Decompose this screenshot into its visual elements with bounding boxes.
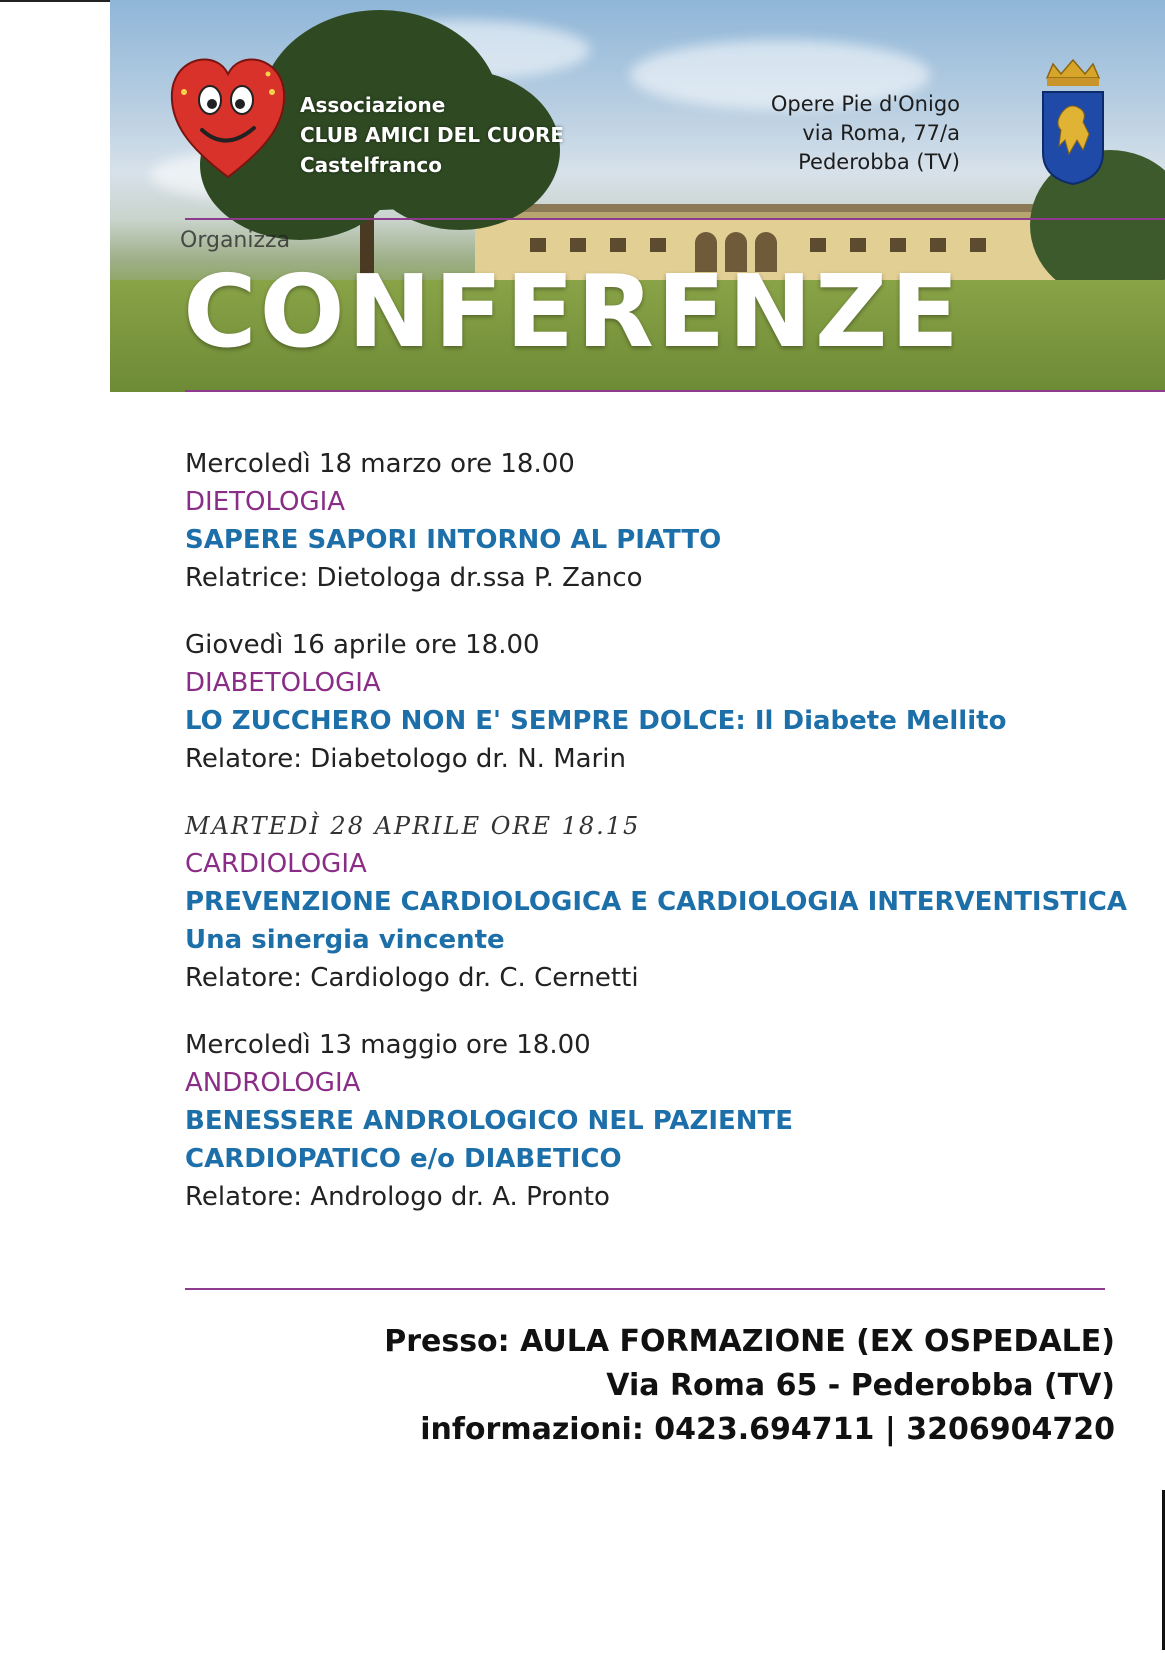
heart-mascot-icon (168, 52, 288, 182)
building-window (930, 238, 946, 252)
building-window (530, 238, 546, 252)
venue-line: via Roma, 77/a (802, 121, 960, 145)
building-window (810, 238, 826, 252)
event-title: LO ZUCCHERO NON E' SEMPRE DOLCE: Il Diabete Mellito (185, 706, 1007, 736)
event-subtitle: CARDIOPATICO e/o DIABETICO (185, 1144, 622, 1174)
page-title: CONFERENZE (183, 253, 962, 370)
building-window (970, 238, 986, 252)
footer-location: Presso: AULA FORMAZIONE (EX OSPEDALE) (384, 1324, 1115, 1359)
organizer-label: Organizza (180, 228, 291, 253)
building-window (610, 238, 626, 252)
association-line: CLUB AMICI DEL CUORE (300, 123, 565, 147)
event-date: Giovedì 16 aprile ore 18.00 (185, 630, 540, 660)
association-line: Castelfranco (300, 153, 442, 177)
event-item (185, 626, 1135, 778)
event-title: SAPERE SAPORI INTORNO AL PIATTO (185, 525, 722, 555)
event-title: BENESSERE ANDROLOGICO NEL PAZIENTE (185, 1106, 794, 1136)
building-window (570, 238, 586, 252)
event-item (185, 445, 1135, 597)
event-category: DIETOLOGIA (185, 487, 346, 517)
venue-line: Opere Pie d'Onigo (770, 92, 960, 116)
event-date-handwritten: MARTEDÌ 28 APRILE ORE 18.15 (185, 812, 641, 840)
event-item (185, 807, 1135, 997)
footer-divider (185, 1288, 1105, 1290)
event-title: PREVENZIONE CARDIOLOGICA E CARDIOLOGIA INTERVENTISTICA (185, 887, 1127, 917)
event-list (185, 445, 1135, 1245)
event-category: ANDROLOGIA (185, 1068, 361, 1098)
lion-crest-icon (1039, 58, 1107, 186)
event-category: DIABETOLOGIA (185, 668, 381, 698)
event-item (185, 1026, 1135, 1216)
scan-edge-line (0, 0, 110, 2)
banner-divider-top (185, 218, 1165, 220)
building-window (650, 238, 666, 252)
event-date: Mercoledì 13 maggio ore 18.00 (185, 1030, 591, 1060)
footer-address: Via Roma 65 - Pederobba (TV) (606, 1368, 1115, 1403)
event-speaker: Relatore: Cardiologo dr. C. Cernetti (185, 963, 639, 993)
event-speaker: Relatore: Diabetologo dr. N. Marin (185, 744, 626, 774)
venue-info (771, 90, 960, 177)
association-line: Associazione (300, 93, 446, 117)
building-window (850, 238, 866, 252)
banner-divider-bottom (185, 390, 1165, 392)
footer-contacts: informazioni: 0423.694711 | 3206904720 (420, 1412, 1115, 1447)
event-speaker: Relatore: Andrologo dr. A. Pronto (185, 1182, 610, 1212)
building-window (890, 238, 906, 252)
event-speaker: Relatrice: Dietologa dr.ssa P. Zanco (185, 563, 643, 593)
association-name (300, 90, 564, 180)
event-category: CARDIOLOGIA (185, 849, 367, 879)
event-date: Mercoledì 18 marzo ore 18.00 (185, 449, 575, 479)
header-banner (110, 0, 1165, 392)
venue-line: Pederobba (TV) (798, 150, 960, 174)
footer-info (384, 1320, 1115, 1452)
event-subtitle: Una sinergia vincente (185, 925, 505, 955)
